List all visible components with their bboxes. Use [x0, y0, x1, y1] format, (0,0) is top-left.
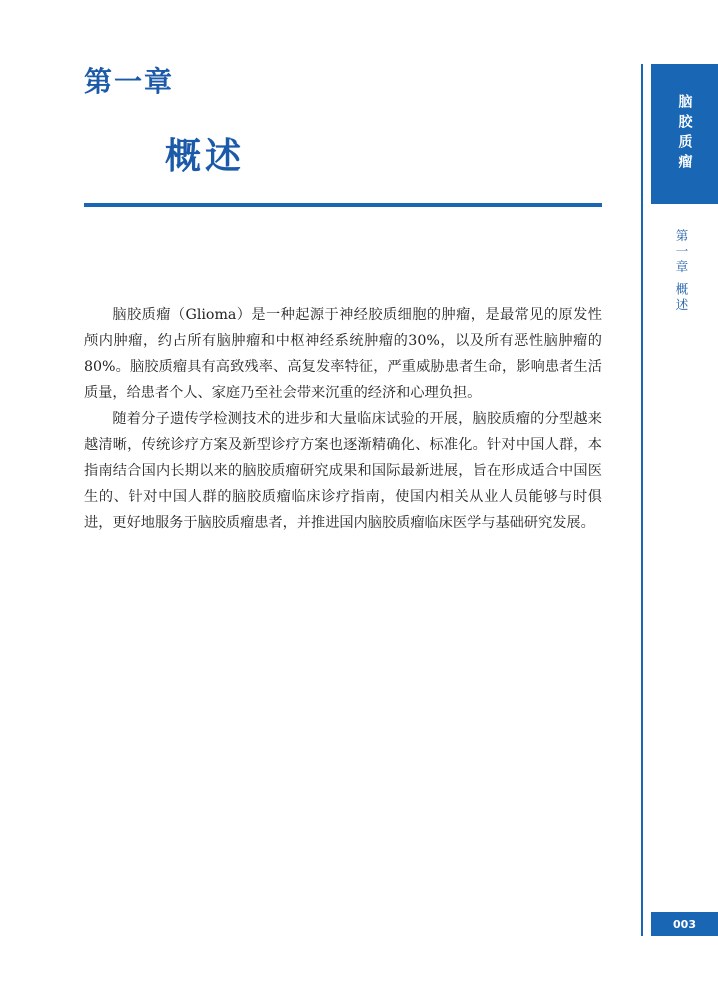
- paragraph-1: 脑胶质瘤（Glioma）是一种起源于神经胶质细胞的肿瘤，是最常见的原发性颅内肿瘤，约占所有脑肿瘤和中枢神经系统肿瘤的30%，以及所有恶性脑肿瘤的80%。脑胶质瘤具有高致残率、高复发率特征，严重威胁患者生命，影响患者生活质量，给患者个人、家庭乃至社会带来沉重的经济和心理负担。: [84, 307, 602, 401]
- chapter-title: 概述: [165, 136, 246, 177]
- title-divider: [84, 203, 602, 207]
- page-number-box: [651, 912, 718, 936]
- body-text: [84, 302, 602, 536]
- paragraph-2: 随着分子遗传学检测技术的进步和大量临床试验的开展，脑胶质瘤的分型越来越清晰，传统诊疗方案及新型诊疗方案也逐渐精确化、标准化。针对中国人群，本指南结合国内长期以来的脑胶质瘤研究成果和国际最新进展，旨在形成适合中国医生的、针对中国人群的脑胶质瘤临床诊疗指南，使国内相关从业人员能够与时俱进，更好地服务于脑胶质瘤患者，并推进国内脑胶质瘤临床医学与基础研究发展。: [84, 411, 602, 531]
- sidebar-tab: [651, 64, 718, 204]
- sidebar-divider: [641, 64, 643, 936]
- chapter-label: 第一章: [84, 65, 175, 98]
- sidebar-tab-label: 脑胶质瘤: [676, 94, 693, 174]
- sidebar-chapter-label: 第一章 概述: [674, 229, 689, 314]
- page-number: 003: [673, 917, 696, 931]
